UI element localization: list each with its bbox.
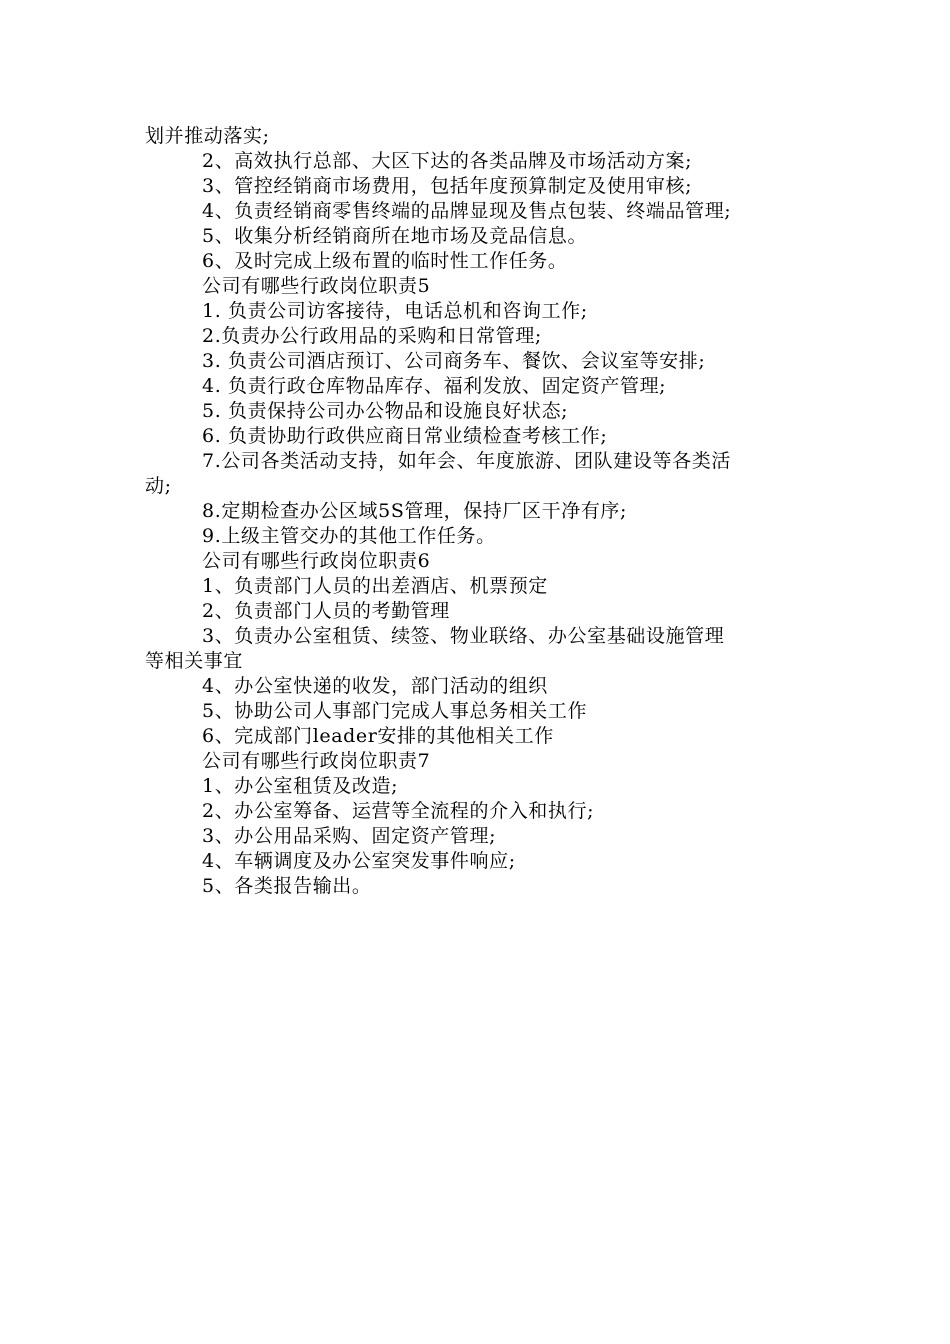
text-line-19: 1、负责部门人员的出差酒店、机票预定 — [202, 575, 548, 597]
text-line-4: 4、负责经销商零售终端的品牌显现及售点包装、终端品管理; — [202, 200, 732, 222]
text-line-9: 2.负责办公行政用品的采购和日常管理; — [202, 325, 542, 347]
document-body — [145, 124, 815, 899]
text-line-12: 5. 负责保持公司办公物品和设施良好状态; — [202, 400, 569, 422]
text-line-25: 6、完成部门leader安排的其他相关工作 — [202, 725, 554, 747]
text-line-14: 7.公司各类活动支持，如年会、年度旅游、团队建设等各类活 — [202, 450, 731, 472]
text-line-27: 1、办公室租赁及改造; — [202, 775, 399, 797]
text-line-3: 3、管控经销商市场费用，包括年度预算制定及使用审核; — [202, 175, 693, 197]
text-line-21: 3、负责办公室租赁、续签、物业联络、办公室基础设施管理 — [202, 625, 725, 647]
text-line-17: 9.上级主管交办的其他工作任务。 — [202, 525, 496, 547]
text-line-8: 1. 负责公司访客接待，电话总机和咨询工作; — [202, 300, 588, 322]
text-line-24: 5、协助公司人事部门完成人事总务相关工作 — [202, 700, 588, 722]
text-line-31: 5、各类报告输出。 — [202, 875, 372, 897]
text-line-6: 6、及时完成上级布置的临时性工作任务。 — [202, 250, 568, 272]
section-heading-6: 公司有哪些行政岗位职责6 — [202, 550, 431, 572]
text-line-2: 2、高效执行总部、大区下达的各类品牌及市场活动方案; — [202, 150, 693, 172]
text-line-16: 8.定期检查办公区域5S管理，保持厂区干净有序; — [202, 500, 628, 522]
text-line-13: 6. 负责协助行政供应商日常业绩检查考核工作; — [202, 425, 608, 447]
text-line-30: 4、车辆调度及办公室突发事件响应; — [202, 850, 516, 872]
text-line-10: 3. 负责公司酒店预订、公司商务车、餐饮、会议室等安排; — [202, 350, 706, 372]
text-line-5: 5、收集分析经销商所在地市场及竞品信息。 — [202, 225, 588, 247]
section-heading-7: 公司有哪些行政岗位职责7 — [202, 750, 431, 772]
text-line-23: 4、办公室快递的收发，部门活动的组织 — [202, 675, 548, 697]
section-heading-5: 公司有哪些行政岗位职责5 — [202, 275, 431, 297]
text-line-11: 4. 负责行政仓库物品库存、福利发放、固定资产管理; — [202, 375, 667, 397]
text-line-28: 2、办公室筹备、运营等全流程的介入和执行; — [202, 800, 595, 822]
text-line-1: 划并推动落实; — [145, 125, 270, 147]
text-line-15: 动; — [145, 475, 172, 497]
text-line-22: 等相关事宜 — [145, 650, 244, 672]
text-line-29: 3、办公用品采购、固定资产管理; — [202, 825, 497, 847]
text-line-20: 2、负责部门人员的考勤管理 — [202, 600, 450, 622]
